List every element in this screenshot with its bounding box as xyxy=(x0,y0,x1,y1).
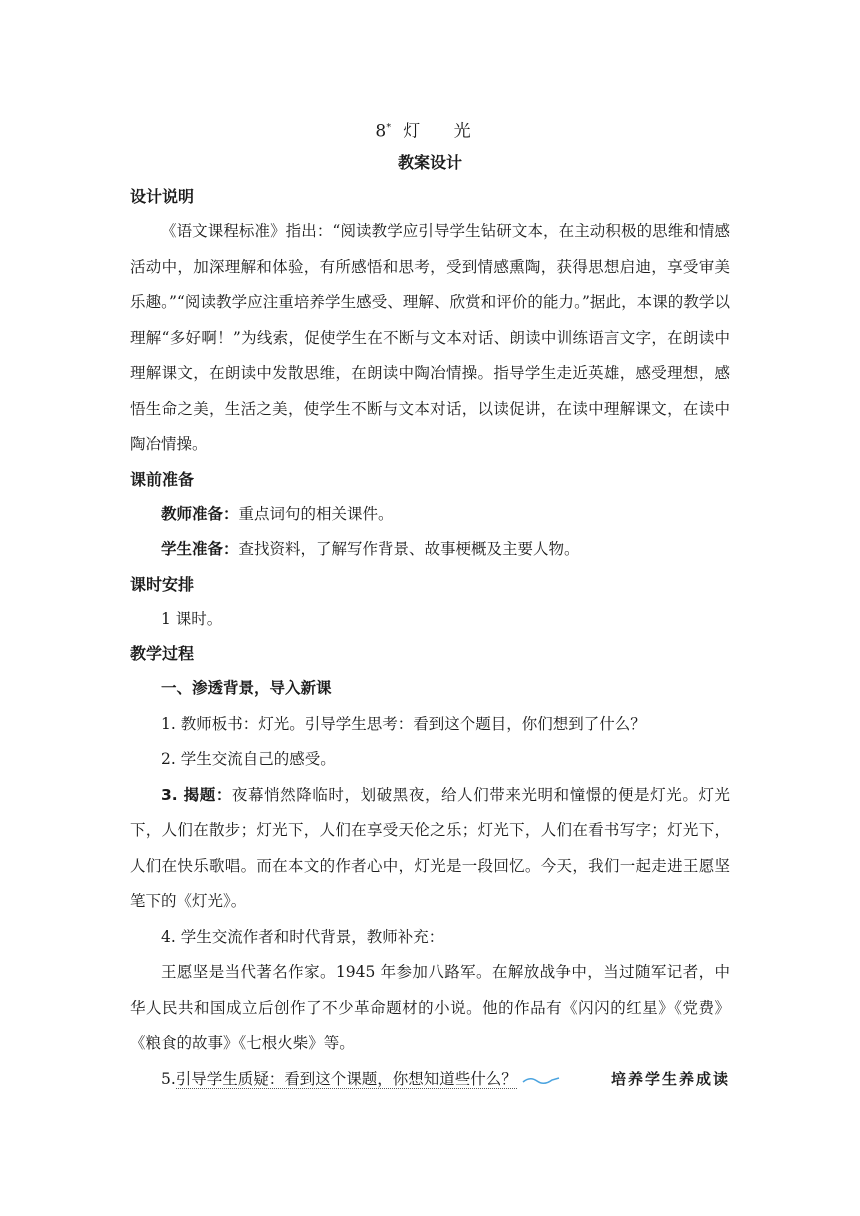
teacher-prep-label: 教师准备： xyxy=(161,504,239,523)
teacher-prep-paragraph xyxy=(130,497,730,533)
student-prep-label: 学生准备： xyxy=(161,540,239,558)
student-prep-paragraph xyxy=(130,532,730,568)
lesson-title-line xyxy=(130,110,730,146)
student-prep-text: 查找资料，了解写作背景、故事梗概及主要人物。 xyxy=(238,540,580,558)
step1-heading: 一、渗透背景，导入新课 xyxy=(161,679,332,697)
teacher-prep-text: 重点词句的相关课件。 xyxy=(238,504,394,523)
item-3-text: 夜幕悄然降临时，划破黑夜，给人们带来光明和憧憬的便是灯光。灯光下，人们在散步；灯光下，人们在享受天伦之乐；灯光下，人们在看书写字；灯光下，人们在快乐歌唱。而在本文的作者心中，灯光是一段回忆。今天，我们一起走进王愿坚笔下的《灯光》。 xyxy=(130,785,730,910)
item-4: 4. 学生交流作者和时代背景，教师补充： xyxy=(161,927,445,946)
prep-heading: 课前准备 xyxy=(130,469,195,489)
document-page xyxy=(130,110,730,1097)
subtitle: 教案设计 xyxy=(397,153,462,172)
schedule-heading: 课时安排 xyxy=(130,574,195,594)
item-5-prefix: 5. xyxy=(161,1069,176,1088)
item-1: 1. 教师板书：灯光。引导学生思考：看到这个题目，你们想到了什么？ xyxy=(161,714,646,733)
design-note-heading: 设计说明 xyxy=(130,187,195,206)
item-5-text: 引导学生质疑：看到这个课题，你想知道些什么？ xyxy=(175,1069,517,1088)
lesson-number: 8 xyxy=(375,121,387,142)
lesson-title: 灯 光 xyxy=(403,121,485,142)
item-3 xyxy=(130,778,730,920)
schedule-paragraph: 1 课时。 xyxy=(161,609,223,628)
item-3-label: 3. 揭题： xyxy=(161,785,232,804)
item-4-text: 王愿坚是当代著名作家。1945 年参加八路军。在解放战争中，当过随军记者，中华人民共和国成立后创作了不少革命题材的小说。他的作品有《闪闪的红星》《党费》《粮食的故事》《七根火柴》等。 xyxy=(130,963,730,1052)
item-5 xyxy=(130,1062,730,1098)
process-heading: 教学过程 xyxy=(130,644,195,663)
lesson-mark: * xyxy=(386,122,392,133)
margin-annotation: 培养学生养成读 xyxy=(610,1069,730,1088)
design-note-paragraph: 《语文课程标准》指出：“阅读教学应引导学生钻研文本，在主动积极的思维和情感活动中，加深理解和体验，有所感悟和思考，受到情感熏陶，获得思想启迪，享受审美乐趣。”“阅读教学应注重培养学生感受、理解、欣赏和评价的能力。”据此，本课的教学以理解“多好啊！”为线索，促使学生在不断与文本对话、朗读中训练语言文字，在朗读中理解课文，在朗读中发散思维，在朗读中陶冶情操。指导学生走近英雄，感受理想，感悟生命之美，生活之美，使学生不断与文本对话，以读促讲，在读中理解课文，在读中陶冶情操。 xyxy=(130,222,730,453)
annotation-connector-icon xyxy=(522,1074,560,1086)
item-2: 2. 学生交流自己的感受。 xyxy=(161,750,336,768)
